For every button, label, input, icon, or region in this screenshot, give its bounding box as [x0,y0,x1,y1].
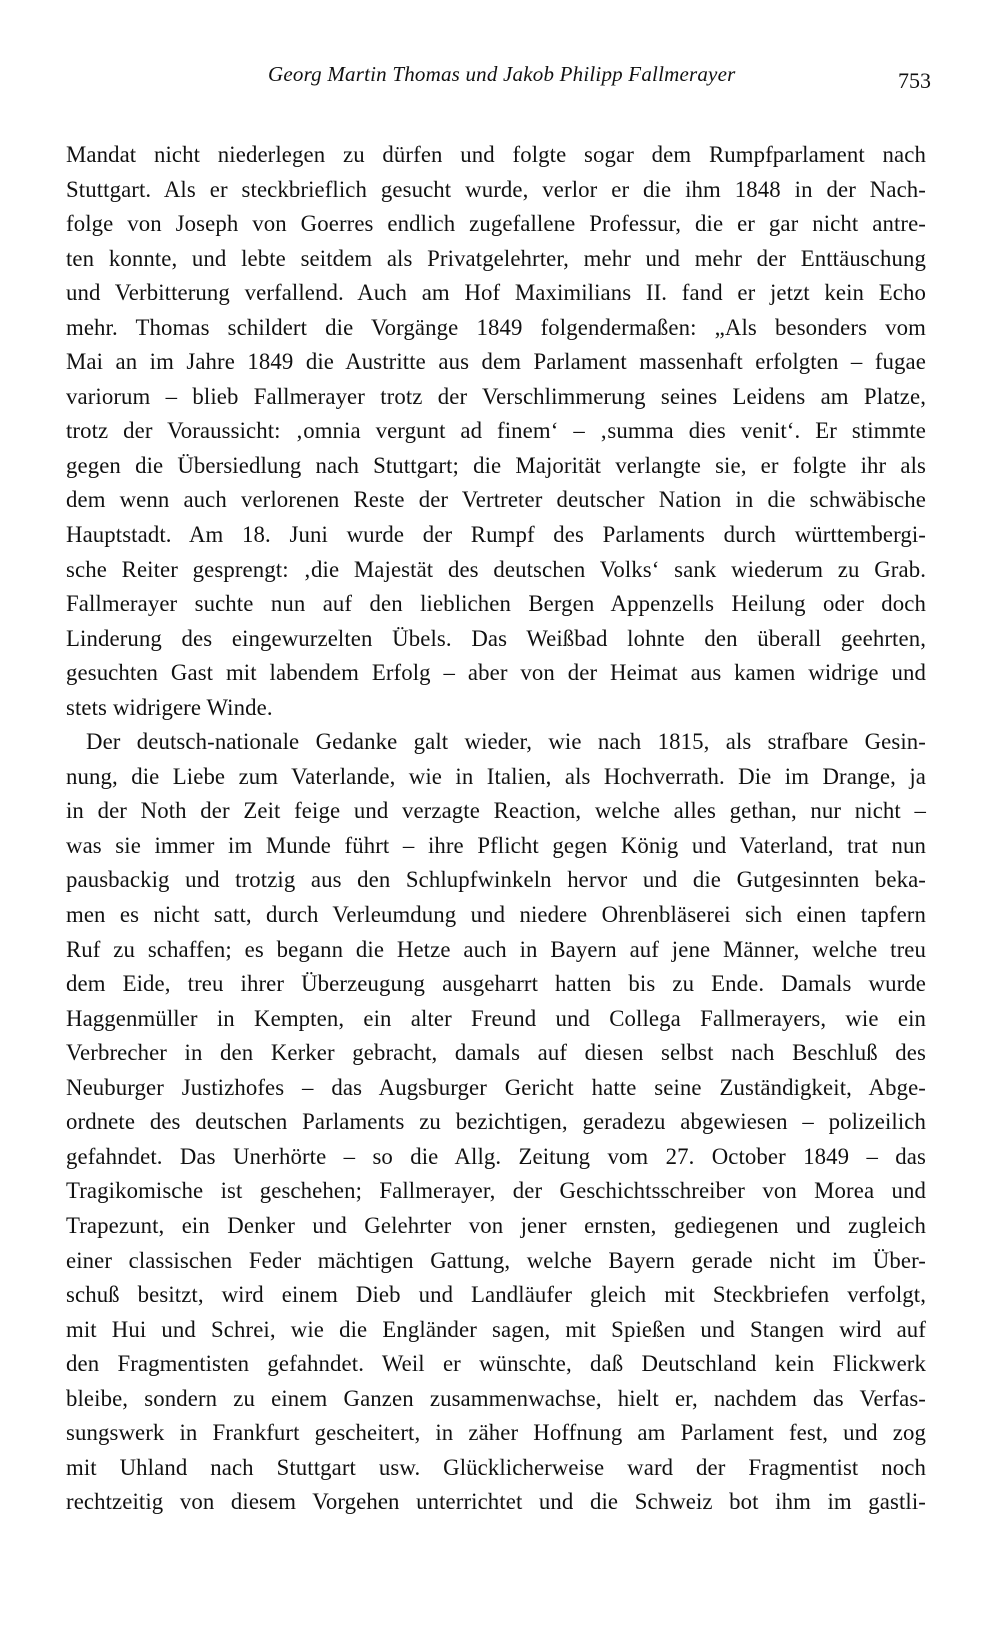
text-line: und Verbitterung verfallend. Auch am Hof Maximilians II. fand er jetzt kein Echo [66,280,926,306]
text-line: Trapezunt, ein Denker und Gelehrter von jener ernsten, gediegenen und zugleich [66,1212,926,1238]
text-line: mehr. Thomas schildert die Vorgänge 1849 folgendermaßen: „Als besonders vom [66,314,926,340]
text-line: nung, die Liebe zum Vaterlande, wie in Italien, als Hochverrath. Die im Drange, ja [66,763,926,789]
text-line: gegen die Übersiedlung nach Stuttgart; die Majorität verlangte sie, er folgte ihr als [66,452,926,478]
text-line: mit Uhland nach Stuttgart usw. Glücklicherweise ward der Fragmentist noch [66,1454,926,1480]
text-line: Neuburger Justizhofes – das Augsburger Gericht hatte seine Zuständigkeit, Abge- [66,1074,926,1100]
text-line: Linderung des eingewurzelten Übels. Das Weißbad lohnte den überall geehrten, [66,625,926,651]
text-line: schuß besitzt, wird einem Dieb und Landläufer gleich mit Steckbriefen verfolgt, [66,1282,926,1308]
text-line: folge von Joseph von Goerres endlich zugefallene Professur, die er gar nicht antre- [66,211,926,237]
text-line: in der Noth der Zeit feige und verzagte Reaction, welche alles gethan, nur nicht – [66,798,926,824]
text-line: rechtzeitig von diesem Vorgehen unterrichtet und die Schweiz bot ihm im gastli- [66,1489,926,1515]
text-line: Ruf zu schaffen; es begann die Hetze auch in Bayern auf jene Männer, welche treu [66,936,926,962]
text-line: gefahndet. Das Unerhörte – so die Allg. Zeitung vom 27. October 1849 – das [66,1143,926,1169]
text-line: trotz der Voraussicht: ‚omnia vergunt ad finem‘ – ‚summa dies venit‘. Er stimmte [66,418,926,444]
text-line: Haggenmüller in Kempten, ein alter Freund und Collega Fallmerayers, wie ein [66,1005,926,1031]
text-line: Stuttgart. Als er steckbrieflich gesucht wurde, verlor er die ihm 1848 in der Nach- [66,176,926,202]
text-line: pausbackig und trotzig aus den Schlupfwinkeln hervor und die Gutgesinnten beka- [66,867,926,893]
text-line: variorum – blieb Fallmerayer trotz der Verschlimmerung seines Leidens am Platze, [66,383,926,409]
text-line: ordnete des deutschen Parlaments zu bezichtigen, geradezu abgewiesen – polizeilich [66,1109,926,1135]
page-header [0,62,1000,102]
text-line: Hauptstadt. Am 18. Juni wurde der Rumpf des Parlaments durch württembergi- [66,522,926,548]
text-line: sche Reiter gesprengt: ‚die Majestät des deutschen Volks‘ sank wiederum zu Grab. [66,556,926,582]
text-line: stets widrigere Winde. [66,694,273,720]
text-line: ten konnte, und lebte seitdem als Privatgelehrter, mehr und mehr der Enttäuschung [66,245,926,271]
page-number: 753 [898,68,931,93]
text-line: Der deutsch-nationale Gedanke galt wieder, wie nach 1815, als strafbare Gesin- [86,729,926,755]
text-line: Verbrecher in den Kerker gebracht, damals auf diesen selbst nach Beschluß des [66,1040,926,1066]
text-line: sungswerk in Frankfurt gescheitert, in zäher Hoffnung am Parlament fest, und zog [66,1420,926,1446]
text-line: Mandat nicht niederlegen zu dürfen und folgte sogar dem Rumpfparlament nach [66,142,926,167]
text-line: dem wenn auch verlorenen Reste der Vertreter deutscher Nation in die schwäbische [66,487,926,513]
text-line: was sie immer im Munde führt – ihre Pflicht gegen König und Vaterland, trat nun [66,832,926,858]
text-line: Mai an im Jahre 1849 die Austritte aus dem Parlament massenhaft erfolgten – fugae [66,349,926,375]
running-head: Georg Martin Thomas und Jakob Philipp Fallmerayer [268,62,736,86]
text-line: men es nicht satt, durch Verleumdung und niedere Ohrenbläserei sich einen tapfern [66,902,926,928]
text-line: bleibe, sondern zu einem Ganzen zusammenwachse, hielt er, nachdem das Verfas- [66,1385,926,1411]
text-line: dem Eide, treu ihrer Überzeugung ausgeharrt hatten bis zu Ende. Damals wurde [66,971,926,997]
text-line: gesuchten Gast mit labendem Erfolg – aber von der Heimat aus kamen widrige und [66,660,926,686]
body-text [66,138,926,1520]
text-line: mit Hui und Schrei, wie die Engländer sagen, mit Spießen und Stangen wird auf [66,1316,926,1342]
text-line: Tragikomische ist geschehen; Fallmerayer, der Geschichtsschreiber von Morea und [66,1178,926,1204]
text-line: den Fragmentisten gefahndet. Weil er wünschte, daß Deutschland kein Flickwerk [66,1351,926,1377]
text-line: Fallmerayer suchte nun auf den lieblichen Bergen Appenzells Heilung oder doch [66,591,926,617]
paragraph [66,725,926,1520]
text-line: einer classischen Feder mächtigen Gattung, welche Bayern gerade nicht im Über- [66,1247,926,1273]
paragraph [66,138,926,725]
